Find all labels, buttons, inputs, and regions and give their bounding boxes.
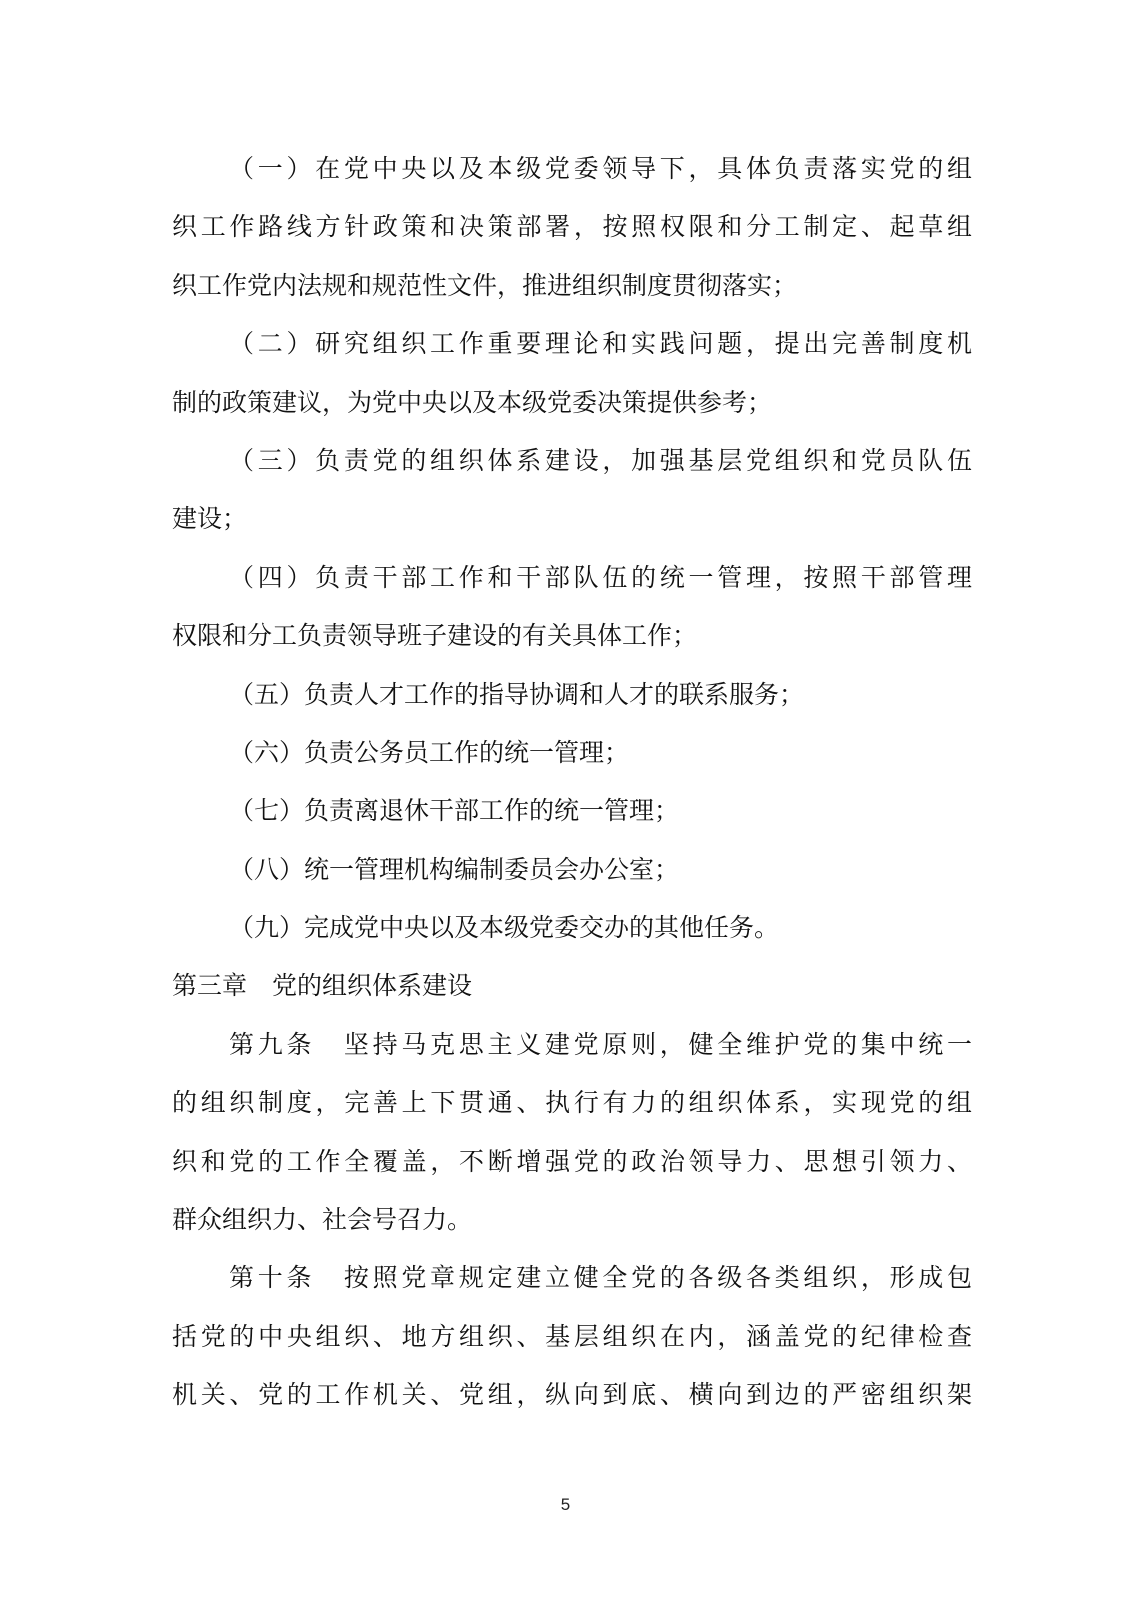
text-line: 制的政策建议，为党中央以及本级党委决策提供参考； xyxy=(172,387,773,417)
text-line: 织工作路线方针政策和决策部署，按照权限和分工制定、起草组 xyxy=(172,212,972,242)
text-line: 织工作党内法规和规范性文件，推进组织制度贯彻落实； xyxy=(172,270,798,300)
text-line: （三）负责党的组织体系建设，加强基层党组织和党员队伍 xyxy=(229,445,972,475)
text-line: （七）负责离退休干部工作的统一管理； xyxy=(229,796,680,826)
text-line: 织和党的工作全覆盖，不断增强党的政治领导力、思想引领力、 xyxy=(172,1146,972,1176)
page-number: 5 xyxy=(560,1495,571,1514)
text-line: （八）统一管理机构编制委员会办公室； xyxy=(229,854,680,884)
text-line: （一）在党中央以及本级党委领导下，具体负责落实党的组 xyxy=(229,154,972,183)
text-line: 建设； xyxy=(172,504,248,534)
text-line: 括党的中央组织、地方组织、基层组织在内，涵盖党的纪律检查 xyxy=(172,1321,972,1351)
text-line: 机关、党的工作机关、党组，纵向到底、横向到边的严密组织架 xyxy=(172,1380,972,1410)
text-line: （九）完成党中央以及本级党委交办的其他任务。 xyxy=(229,913,780,943)
text-line: （二）研究组织工作重要理论和实践问题，提出完善制度机 xyxy=(229,329,972,359)
text-line: 的组织制度，完善上下贯通、执行有力的组织体系，实现党的组 xyxy=(172,1088,972,1118)
text-line: 权限和分工负责领导班子建设的有关具体工作； xyxy=(172,621,698,651)
text-line: 群众组织力、社会号召力。 xyxy=(172,1205,473,1235)
text-line: （五）负责人才工作的指导协调和人才的联系服务； xyxy=(229,679,805,709)
text-line: 第九条 坚持马克思主义建党原则，健全维护党的集中统一 xyxy=(229,1029,972,1059)
text-line: 第三章 党的组织体系建设 xyxy=(172,971,473,1001)
text-line: （四）负责干部工作和干部队伍的统一管理，按照干部管理 xyxy=(229,562,972,592)
text-line: 第十条 按照党章规定建立健全党的各级各类组织，形成包 xyxy=(229,1263,972,1293)
body-text xyxy=(172,140,972,1425)
text-line: （六）负责公务员工作的统一管理； xyxy=(229,737,630,767)
